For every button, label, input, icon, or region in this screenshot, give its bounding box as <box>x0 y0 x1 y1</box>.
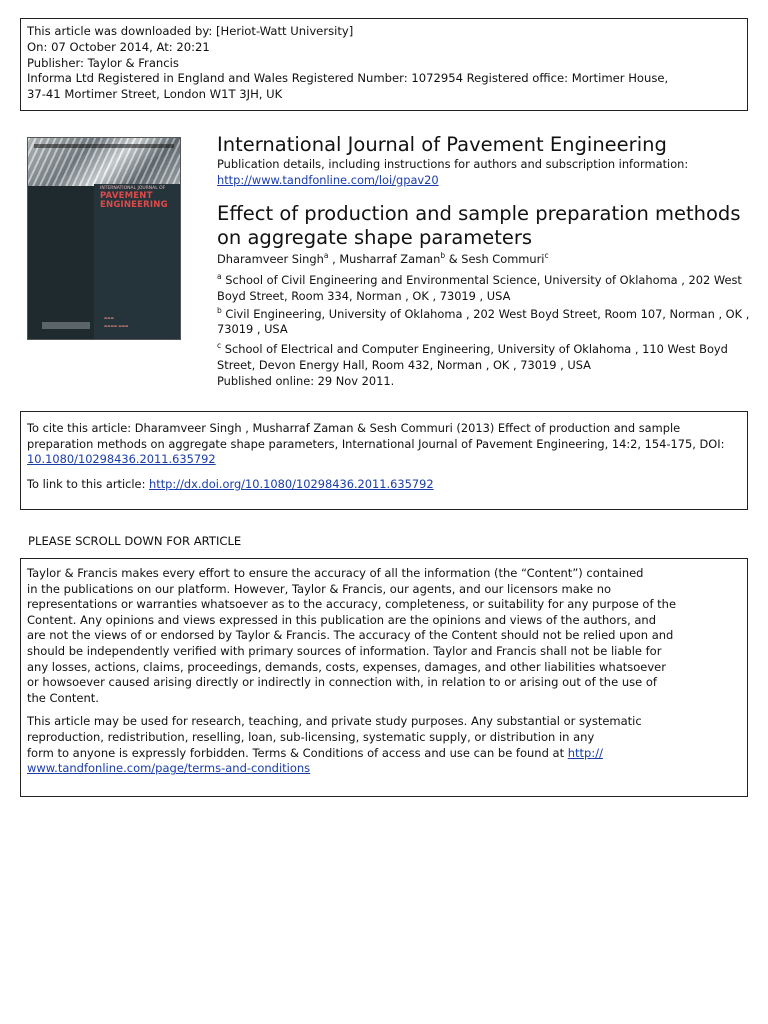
article-link-line <box>27 477 741 493</box>
article-title-line: Effect of production and sample preparation methods <box>217 202 741 225</box>
citation-line: preparation methods on aggregate shape parameters, International Journal of Pavement Engineering, 14:2, 154-175, DOI: <box>27 436 725 451</box>
affiliation-mark: c <box>217 341 222 351</box>
download-line: Informa Ltd Registered in England and Wales Registered Number: 1072954 Registered office: Mortimer House, <box>27 71 669 86</box>
affiliation-mark: b <box>217 306 222 316</box>
citation-box <box>20 411 748 510</box>
usage-line: This article may be used for research, teaching, and private study purposes. Any substantial or systematic <box>27 714 642 729</box>
affiliation-mark: b <box>440 251 446 261</box>
cover-title <box>100 192 168 209</box>
author-separator: & <box>445 252 462 266</box>
affiliation-c-cont: Street, Devon Energy Hall, Room 432, Norman , OK , 73019 , USA <box>217 358 591 372</box>
article-doi-url-link[interactable]: http://dx.doi.org/10.1080/10298436.2011.635792 <box>149 476 434 491</box>
cover-publisher-logo <box>42 322 90 329</box>
author-separator: , <box>328 252 340 266</box>
author-name: Sesh Commuri <box>461 252 545 266</box>
disclaimer-line: Content. Any opinions and views expressed in this publication are the opinions and views of the authors, and <box>27 612 657 627</box>
journal-url[interactable]: http://www.tandfonline.com/loi/gpav20 <box>217 173 439 187</box>
cover-footer-mark: ▬▬▬▬ ▬▬▬ <box>104 324 129 328</box>
citation-line: To cite this article: Dharamveer Singh , Musharraf Zaman & Sesh Commuri (2013) Effect of production and sample <box>27 421 681 435</box>
download-line: On: 07 October 2014, At: 20:21 <box>27 39 210 54</box>
journal-url-link[interactable] <box>217 173 439 189</box>
disclaimer-line: any losses, actions, claims, proceedings, demands, costs, expenses, damages, and other liabilities whatsoever <box>27 659 666 674</box>
scroll-down-notice: PLEASE SCROLL DOWN FOR ARTICLE <box>28 534 242 548</box>
cover-title-line: ENGINEERING <box>100 199 168 210</box>
article-link-label: To link to this article: <box>27 476 150 491</box>
published-date: Published online: 29 Nov 2011. <box>217 374 395 388</box>
article-title-line: on aggregate shape parameters <box>217 226 533 249</box>
affiliation-mark: a <box>323 251 329 261</box>
publication-details: Publication details, including instructions for authors and subscription information: <box>217 157 689 171</box>
journal-title: International Journal of Pavement Engineering <box>217 133 667 156</box>
cover-footer-mark: ▬▬▬ <box>104 316 114 320</box>
disclaimer-line: representations or warranties whatsoever as to the accuracy, completeness, or suitability for any purpose of the <box>27 597 677 612</box>
download-line: This article was downloaded by: [Heriot-Watt University] <box>27 24 354 38</box>
cover-subtitle: INTERNATIONAL JOURNAL OF <box>100 186 166 191</box>
article-title <box>217 202 740 250</box>
affiliation-b <box>217 307 749 323</box>
affiliation-text: School of Electrical and Computer Engineering, University of Oklahoma , 110 West Boyd <box>224 342 728 356</box>
doi-link[interactable]: 10.1080/10298436.2011.635792 <box>27 452 216 467</box>
author-name: Musharraf Zaman <box>339 252 441 266</box>
disclaimer-line: the Content. <box>27 690 99 705</box>
affiliation-mark: a <box>217 272 222 282</box>
download-line: 37-41 Mortimer Street, London W1T 3JH, UK <box>27 87 283 102</box>
usage-line: reproduction, redistribution, reselling, loan, sub-licensing, systematic supply, or distribution in any <box>27 729 595 744</box>
affiliation-b-cont: 73019 , USA <box>217 322 288 336</box>
usage-text: form to anyone is expressly forbidden. Terms & Conditions of access and use can be found at <box>27 745 568 760</box>
affiliation-text: School of Civil Engineering and Environmental Science, University of Oklahoma , 202 West <box>225 273 742 287</box>
authors-line <box>217 252 549 268</box>
disclaimer-line: should be independently verified with primary sources of information. Taylor and Francis shall not be liable for <box>27 643 662 658</box>
disclaimer-box <box>20 558 748 797</box>
author-name: Dharamveer Singh <box>217 252 324 266</box>
download-notice-box <box>20 18 748 111</box>
usage-line <box>27 746 741 762</box>
journal-cover-image <box>27 137 181 340</box>
download-line: Publisher: Taylor & Francis <box>27 55 179 70</box>
disclaimer-line: or howsoever caused arising directly or indirectly in connection with, in relation to or arising out of the use of <box>27 675 657 690</box>
terms-link-part1[interactable]: http:// <box>567 745 603 760</box>
affiliation-a-cont: Boyd Street, Room 334, Norman , OK , 73019 , USA <box>217 289 511 303</box>
disclaimer-line: are not the views of or endorsed by Taylor & Francis. The accuracy of the Content should not be relied upon and <box>27 628 674 643</box>
affiliation-a <box>217 273 742 289</box>
affiliation-c <box>217 342 728 358</box>
terms-link-part2[interactable]: www.tandfonline.com/page/terms-and-conditions <box>27 761 311 776</box>
disclaimer-line: in the publications on our platform. However, Taylor & Francis, our agents, and our licensors make no <box>27 581 612 596</box>
affiliation-text: Civil Engineering, University of Oklahoma , 202 West Boyd Street, Room 107, Norman , OK , <box>225 307 750 321</box>
cover-header-bar <box>34 144 174 148</box>
cover-title-line: PAVEMENT <box>100 191 153 201</box>
disclaimer-line: Taylor & Francis makes every effort to ensure the accuracy of all the information (the “Content”) contained <box>27 566 644 580</box>
affiliation-mark: c <box>544 251 549 261</box>
